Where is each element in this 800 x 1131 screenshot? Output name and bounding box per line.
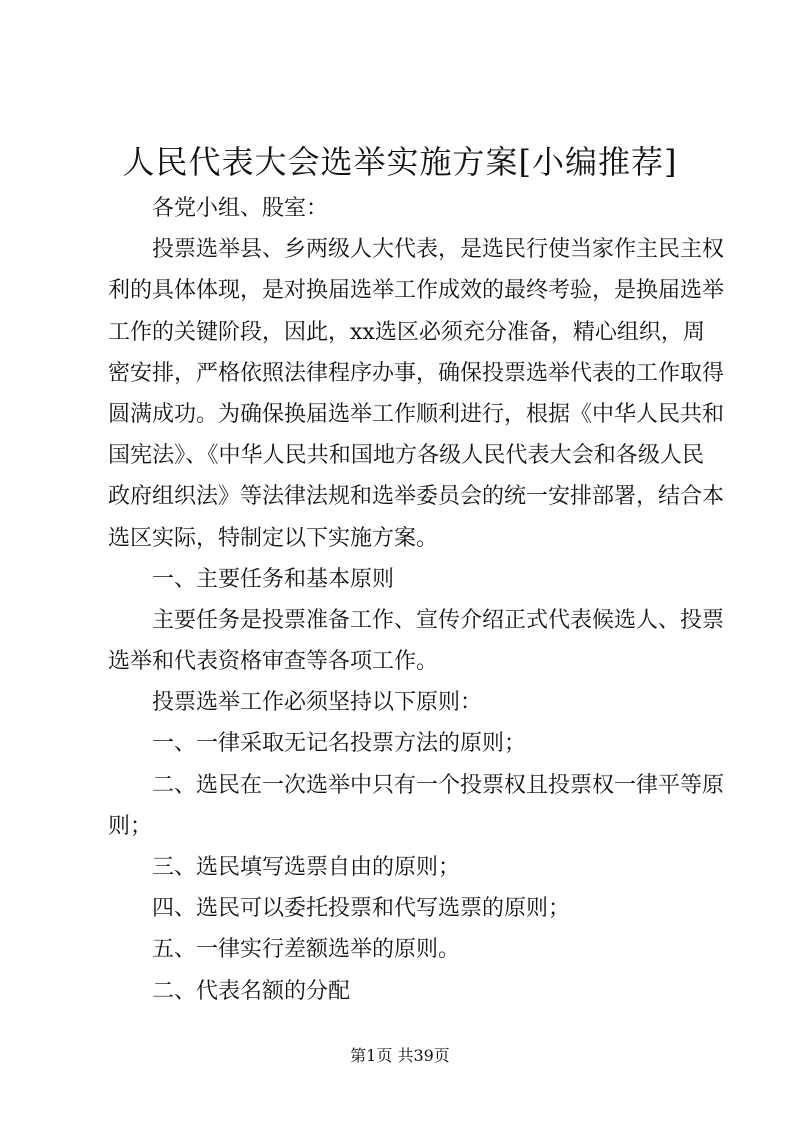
paragraph-line: 选区实际，特制定以下实施方案。	[108, 525, 439, 551]
list-item: 二、选民在一次选举中只有一个投票权且投票权一律平等原	[152, 772, 725, 798]
paragraph-line: 投票选举县、乡两级人大代表，是选民行使当家作主民主权	[152, 237, 725, 263]
paragraph-line: 利的具体体现，是对换届选举工作成效的最终考验，是换届选举	[108, 278, 725, 304]
paragraph-line: 投票选举工作必须坚持以下原则：	[152, 690, 483, 716]
page-number: 第1页 共39页	[350, 1046, 450, 1065]
list-item: 五、一律实行差额选举的原则。	[152, 937, 461, 963]
list-item-continuation: 则；	[108, 813, 153, 839]
list-item: 一、一律采取无记名投票方法的原则；	[152, 731, 527, 757]
section-heading: 二、代表名额的分配	[152, 978, 351, 1004]
paragraph-line: 政府组织法》等法律法规和选举委员会的统一安排部署，结合本	[108, 484, 725, 510]
paragraph-line: 工作的关键阶段，因此，xx选区必须充分准备，精心组织，周	[108, 319, 705, 345]
paragraph-line: 主要任务是投票准备工作、宣传介绍正式代表候选人、投票	[152, 607, 725, 633]
paragraph-line: 密安排，严格依照法律程序办事，确保投票选举代表的工作取得	[108, 360, 725, 386]
document-body	[108, 188, 725, 1012]
document-title: 人民代表大会选举实施方案[小编推荐]	[122, 143, 678, 181]
paragraph-line: 国宪法》、《中华人民共和国地方各级人民代表大会和各级人民	[108, 443, 704, 469]
paragraph-line: 圆满成功。为确保换届选举工作顺利进行，根据《中华人民共和	[108, 401, 725, 427]
paragraph-line: 选举和代表资格审查等各项工作。	[108, 649, 439, 675]
paragraph-line: 各党小组、股室：	[152, 196, 329, 221]
list-item: 四、选民可以委托投票和代写选票的原则；	[152, 896, 571, 922]
section-heading: 一、主要任务和基本原则	[152, 566, 395, 592]
list-item: 三、选民填写选票自由的原则；	[152, 855, 461, 880]
